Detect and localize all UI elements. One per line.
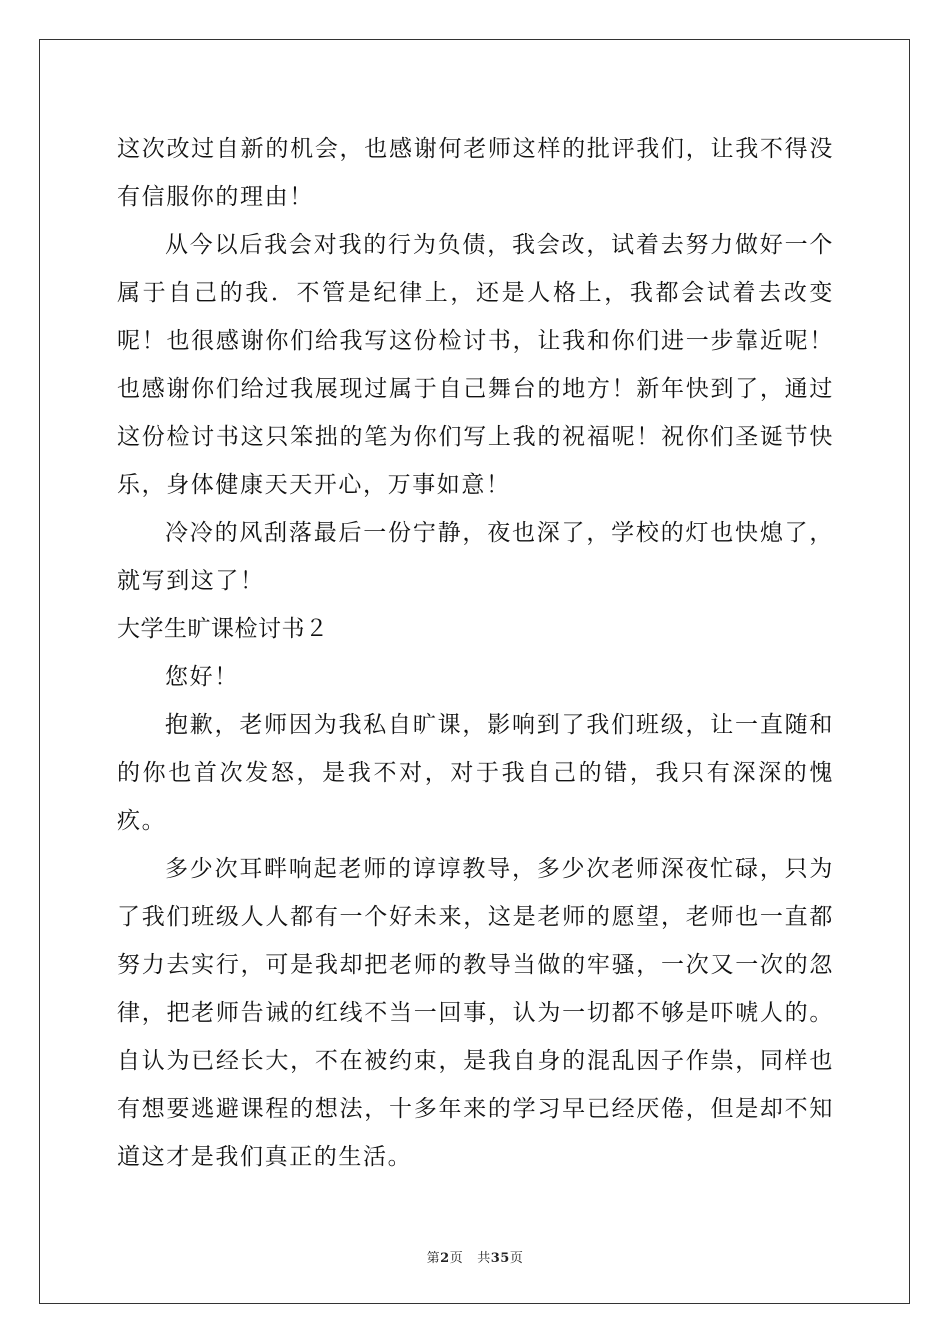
paragraph: 冷冷的风刮落最后一份宁静，夜也深了，学校的灯也快熄了，就写到这了！ bbox=[117, 520, 834, 594]
section-heading: 大学生旷课检讨书２ bbox=[117, 616, 329, 642]
page-prefix: 第 bbox=[426, 1251, 441, 1266]
paragraph: 这次改过自新的机会，也感谢何老师这样的批评我们，让我不得没有信服你的理由！ bbox=[117, 136, 834, 210]
page-footer bbox=[0, 1247, 950, 1266]
paragraph: 抱歉，老师因为我私自旷课，影响到了我们班级，让一直随和的你也首次发怒，是我不对，对于我自己的错，我只有深深的愧疚。 bbox=[117, 712, 834, 834]
document-body bbox=[117, 125, 834, 1181]
total-prefix: 共 bbox=[477, 1251, 491, 1266]
paragraph: 从今以后我会对我的行为负债，我会改，试着去努力做好一个属于自己的我．不管是纪律上，还是人格上，我都会试着去改变呢！也很感谢你们给我写这份检讨书，让我和你们进一步靠近呢！也感谢你们给过我展现过属于自己舞台的地方！新年快到了，通过这份检讨书这只笨拙的笔为你们写上我的祝福呢！祝你们圣诞节快乐，身体健康天天开心，万事如意！ bbox=[117, 232, 834, 498]
page-number: 2 bbox=[440, 1251, 450, 1266]
paragraph: 多少次耳畔响起老师的谆谆教导，多少次老师深夜忙碌，只为了我们班级人人都有一个好未来，这是老师的愿望，老师也一直都努力去实行，可是我却把老师的教导当做的牢骚，一次又一次的忽律，把老师告诫的红线不当一回事，认为一切都不够是吓唬人的。自认为已经长大，不在被约束，是我自身的混乱因子作祟，同样也有想要逃避课程的想法，十多年来的学习早已经厌倦，但是却不知道这才是我们真正的生活。 bbox=[117, 856, 834, 1170]
salutation: 您好！ bbox=[165, 664, 239, 690]
page-suffix: 页 bbox=[449, 1251, 464, 1266]
total-pages: 35 bbox=[490, 1251, 510, 1266]
total-suffix: 页 bbox=[509, 1251, 524, 1266]
